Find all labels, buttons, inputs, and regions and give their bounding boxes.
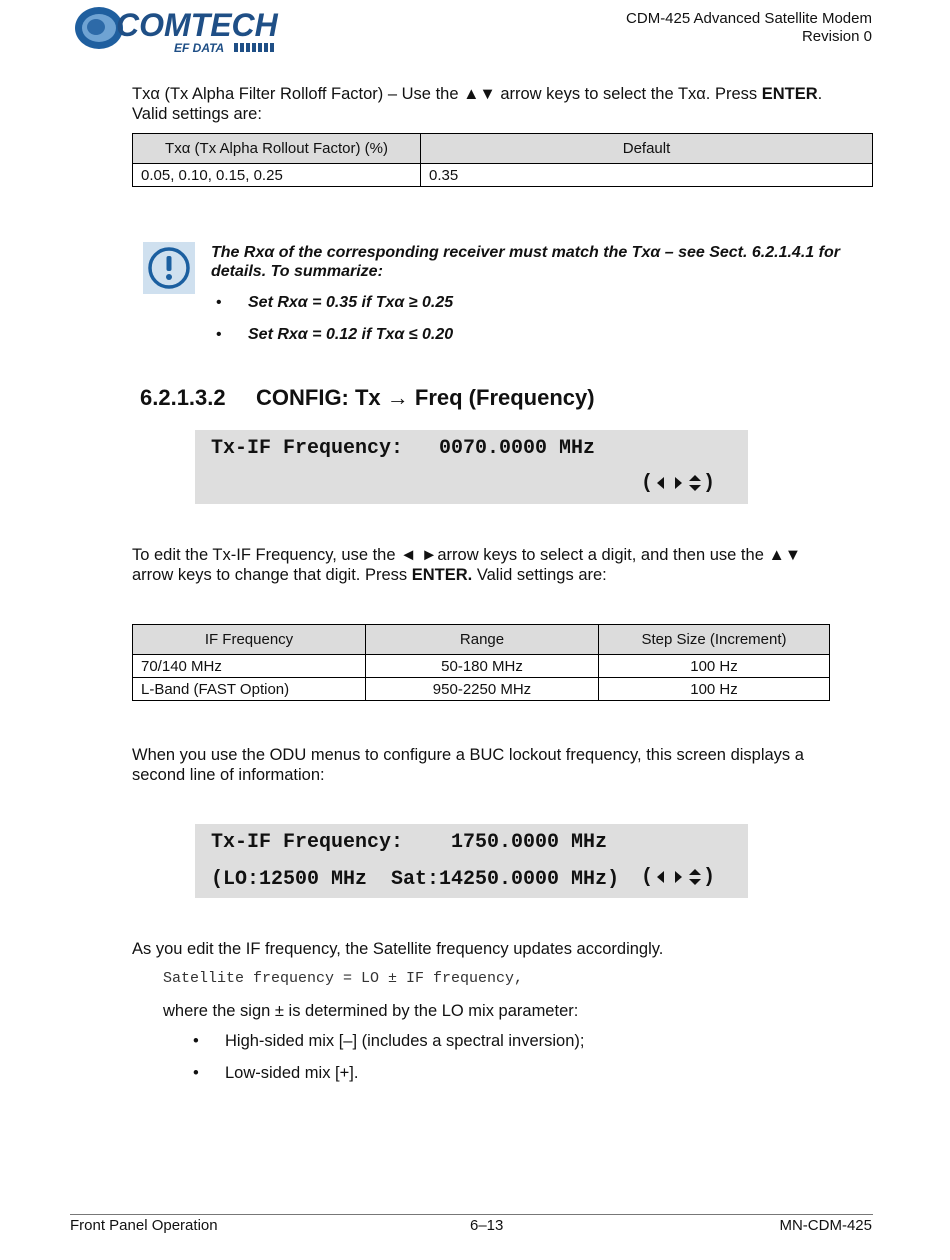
arrow-keys-icon bbox=[653, 868, 703, 886]
table-cell: 100 Hz bbox=[599, 678, 830, 701]
formula-line: Satellite frequency = LO ± IF frequency, bbox=[163, 970, 524, 987]
note-text: The Rxα of the corresponding receiver must match the Txα – see Sect. 6.2.1.4.1 for details. To summarize: bbox=[211, 244, 840, 280]
table-cell: 0.35 bbox=[421, 164, 873, 187]
table-cell: L-Band (FAST Option) bbox=[133, 678, 366, 701]
section-number: 6.2.1.3.2 bbox=[140, 385, 226, 410]
edit-paragraph: To edit the Tx-IF Frequency, use the ◄ ►arrow keys to select a digit, and then use the ▲▼ arrow keys to change that digit. Press ENTER. Valid settings are: bbox=[132, 546, 802, 584]
table-cell: 70/140 MHz bbox=[133, 655, 366, 678]
exclamation-circle-icon bbox=[143, 242, 195, 294]
odu-paragraph: When you use the ODU menus to configure a BUC lockout frequency, this screen displays a second line of information: bbox=[132, 746, 804, 784]
table-header: Txα (Tx Alpha Rollout Factor) (%) bbox=[133, 134, 421, 164]
footer-section-name: Front Panel Operation bbox=[70, 1217, 218, 1234]
lcd-arrow-keys-indicator: ( ) bbox=[641, 866, 716, 889]
document-revision: Revision 0 bbox=[801, 28, 872, 45]
lcd-arrow-keys-indicator: ( ) bbox=[641, 472, 716, 495]
document-header bbox=[626, 10, 872, 46]
table-cell: 50-180 MHz bbox=[366, 655, 599, 678]
table-cell: 100 Hz bbox=[599, 655, 830, 678]
table-row bbox=[133, 678, 830, 701]
table-header: Range bbox=[366, 625, 599, 655]
table-cell: 950-2250 MHz bbox=[366, 678, 599, 701]
table-cell: 0.05, 0.10, 0.15, 0.25 bbox=[133, 164, 421, 187]
section-heading bbox=[140, 385, 595, 411]
lcd-line-1: Tx-IF Frequency: 1750.0000 MHz bbox=[211, 831, 608, 854]
svg-text:COMTECH: COMTECH bbox=[116, 7, 278, 43]
intro-paragraph: Txα (Tx Alpha Filter Rolloff Factor) – Use the ▲▼ arrow keys to select the Txα. Press ENTER. Valid settings are: bbox=[132, 85, 823, 123]
section-title: CONFIG: Tx → Freq (Frequency) bbox=[256, 385, 595, 410]
arrow-keys-icon bbox=[653, 474, 703, 492]
table-header: Default bbox=[421, 134, 873, 164]
svg-text:EF DATA: EF DATA bbox=[174, 41, 225, 55]
table-row bbox=[133, 655, 830, 678]
comtech-logo bbox=[72, 4, 292, 56]
table-row bbox=[133, 164, 873, 187]
lo-mix-paragraph: where the sign ± is determined by the LO mix parameter: bbox=[163, 1002, 579, 1020]
document-page: COMTECH EF DATA CDM-425 Advanced Satellite Modem Revision 0 Txα (Tx Alpha Filter Rolloff Factor) – Use the ▲▼ arrow keys to select the Txα. Press ENTER. Valid settings are: Txα (Tx Alpha Rollout Factor) (%) Default 0.05, 0.10, 0.15, 0.25 0.35 The Rxα of the corresponding receiver must match the Txα – see Sect. 6.2.1.4.1 for details. To summarize: • Set Rxα = 0.35 if Txα ≥ 0.25 • Set Rxα = 0.12 if Txα ≤ 0.20 6.2.1.3.2 CONFIG: Tx → Freq (Frequency) Tx-IF Frequency: 0070.0000 MHz ( ) To edit the Tx-IF Frequency, use the ◄ ►arrow keys to select a digit, and then use the ▲▼ arrow keys to change that digit. Press ENTER. Valid settings are: IF Frequency Range Step Size (Increment) 70/140 MHz 50-180 MHz 100 Hz L-Band (FAST Option) 950-2250 MHz 100 Hz When you use the ODU menus to configure a BUC lockout frequency, this screen displays a second line of information: Tx-IF Frequency: 1750.0000 MHz (LO:12500 MHz Sat:14250.0000 MHz) ( ) As you edit the IF frequency, the Satellite frequency updates accordingly. Satellite frequency = LO ± IF frequency, where the sign ± is determined by the LO mix parameter: • High-sided mix [–] (includes a spectral inversion); • Low-sided mix [+]. Front Panel Operation 6–13 MN-CDM-425 bbox=[0, 0, 950, 1260]
lcd-line-2: (LO:12500 MHz Sat:14250.0000 MHz) bbox=[211, 868, 620, 891]
table-header: IF Frequency bbox=[133, 625, 366, 655]
footer-page-number: 6–13 bbox=[470, 1217, 504, 1234]
lcd-display-tx-freq bbox=[195, 430, 748, 504]
alpha-settings-table bbox=[132, 133, 873, 187]
table-header: Step Size (Increment) bbox=[599, 625, 830, 655]
frequency-settings-table bbox=[132, 624, 830, 701]
document-title: CDM-425 Advanced Satellite Modem bbox=[626, 10, 872, 27]
footer-document-id: MN-CDM-425 bbox=[779, 1217, 872, 1234]
footer-divider bbox=[70, 1214, 873, 1215]
lcd-display-buc-lockout bbox=[195, 824, 748, 898]
if-paragraph: As you edit the IF frequency, the Satellite frequency updates accordingly. bbox=[132, 940, 664, 958]
lcd-line-1: Tx-IF Frequency: 0070.0000 MHz bbox=[211, 437, 596, 460]
